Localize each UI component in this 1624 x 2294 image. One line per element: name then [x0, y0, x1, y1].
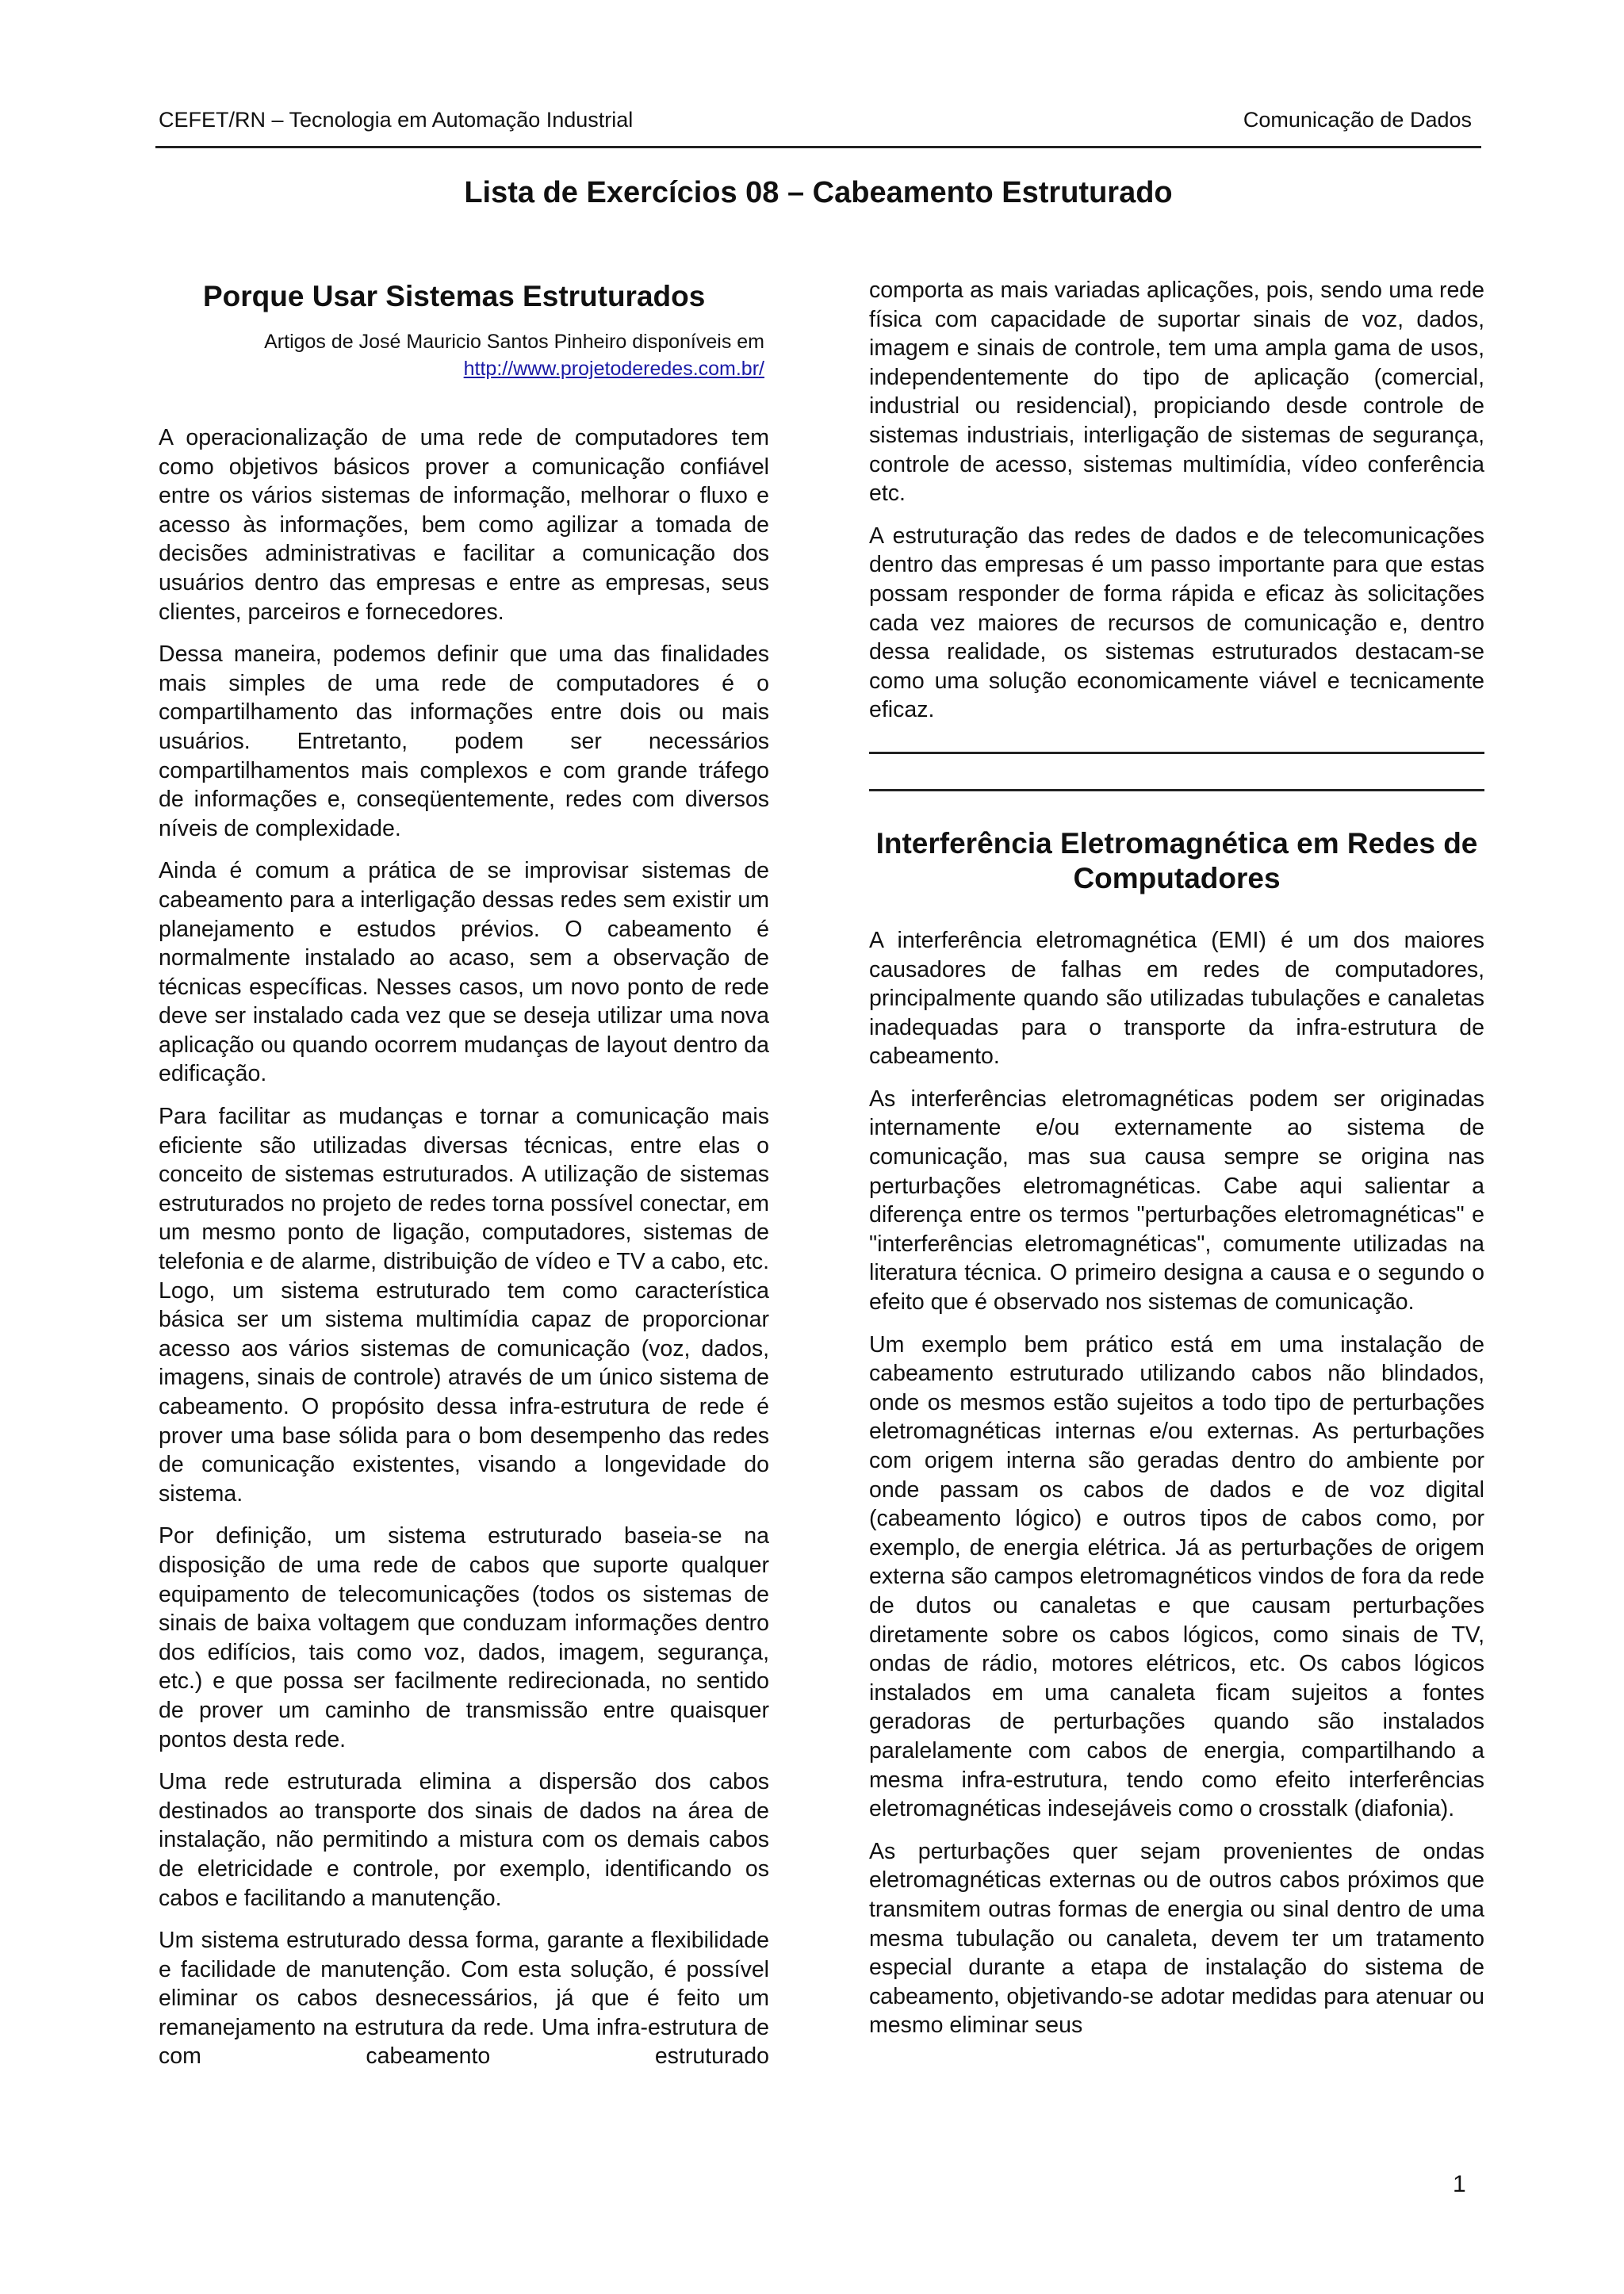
page-number: 1	[1453, 2171, 1466, 2197]
section1-title: Porque Usar Sistemas Estruturados	[203, 280, 706, 312]
source-link[interactable]: http://www.projetoderedes.com.br/	[463, 358, 764, 380]
section1-byline: Artigos de José Mauricio Santos Pinheiro disponíveis em	[264, 331, 764, 353]
section1-paragraph-7: Um sistema estruturado dessa forma, garante a flexibilidade e facilidade de manutenção. Com esta solução, é possível eliminar os cabos desnecessários, já que é feito um remanejamento na estrutura da rede. Uma infra-estrutura de com cabeamento estruturado	[159, 1928, 769, 2070]
left-column	[159, 276, 769, 2085]
section1-link-line	[159, 355, 764, 382]
section1-paragraph-6: Uma rede estruturada elimina a dispersão dos cabos destinados ao transporte dos sinais de dados na área de instalação, não permitindo a mistura com os demais cabos de eletricidade e controle, por exemplo, identificando os cabos e facilitando a manutenção.	[159, 1769, 769, 1911]
header-subject: Comunicação de Dados	[1243, 108, 1472, 132]
section1-paragraph-5: Por definição, um sistema estruturado baseia-se na disposição de uma rede de cabos que suporte qualquer equipamento de telecomunicações (todos os sistemas de sinais de baixa voltagem que conduzam informações dentro dos edifícios, tais como voz, dados, imagem, segurança, etc.) e que possa ser facilmente redirecionada, no sentido de prover um caminho de transmissão entre quaisquer pontos desta rede.	[159, 1523, 769, 1752]
section1-paragraph-2: Dessa maneira, podemos definir que uma das finalidades mais simples de uma rede de computadores é o compartilhamento das informações entre dois ou mais usuários. Entretanto, podem ser necessários compartilhamentos mais complexos e com grande tráfego de informações e, conseqüentemente, redes com diversos níveis de complexidade.	[159, 641, 769, 841]
right-column	[869, 276, 1484, 2054]
section2-paragraph-3: Um exemplo bem prático está em uma instalação de cabeamento estruturado utilizando cabos não blindados, onde os mesmos estão sujeitos a todo tipo de perturbações eletromagnéticas internas e/ou externas. As perturbações com origem interna são geradas dentro do ambiente por onde passam os cabos de dados e de voz digital (cabeamento lógico) e outros tipos de cabos como, por exemplo, de energia elétrica. Já as perturbações de origem externa são campos eletromagnéticos vindos de fora da rede de dutos ou canaletas e que causam perturbações diretamente sobre os cabos lógicos, como sinais de TV, ondas de rádio, motores elétricos, etc. Os cabos lógicos instalados em uma canaleta ficam sujeitos a fontes geradoras de perturbações quando são instalados paralelamente com cabos de energia, compartilhando a mesma infra-estrutura, tendo como efeito interferências eletromagnéticas indesejáveis como o crosstalk (diafonia).	[869, 1331, 1484, 1822]
section2-paragraph-4: As perturbações quer sejam provenientes de ondas eletromagnéticas externas ou de outros cabos próximos que transmitem outras formas de energia ou sinal dentro de uma mesma tubulação ou canaleta, devem ter um tratamento especial durante a etapa de instalação do sistema de cabeamento, objetivando-se adotar medidas para atenuar ou mesmo eliminar seus	[869, 1838, 1484, 2039]
document-title: Lista de Exercícios 08 – Cabeamento Estruturado	[464, 176, 1173, 209]
section-divider-1	[869, 752, 1484, 754]
page-header	[155, 108, 1481, 148]
section2-paragraph-2: As interferências eletromagnéticas podem ser originadas internamente e/ou externamente ao sistema de comunicação, mas sua causa sempre se origina nas perturbações eletromagnéticas. Cabe aqui salientar a diferença entre os termos "perturbações eletromagnéticas" e "interferências eletromagnéticas", comumente utilizadas na literatura técnica. O primeiro designa a causa e o segundo o efeito que é observado nos sistemas de comunicação.	[869, 1086, 1484, 1316]
section1-paragraph-4: Para facilitar as mudanças e tornar a comunicação mais eficiente são utilizadas diversas técnicas, entre elas o conceito de sistemas estruturados. A utilização de sistemas estruturados no projeto de redes torna possível conectar, em um mesmo ponto de ligação, computadores, sistemas de telefonia e de alarme, distribuição de vídeo e TV a cabo, etc. Logo, um sistema estruturado tem como característica básica ser um sistema multimídia capaz de proporcionar acesso aos vários sistemas de comunicação (voz, dados, imagens, sinais de controle) através de um único sistema de cabeamento. O propósito dessa infra-estrutura de rede é prover uma base sólida para o bom desempenho das redes de comunicação existentes, visando a longevidade do sistema.	[159, 1104, 769, 1507]
section1-paragraph-7-continued: comporta as mais variadas aplicações, pois, sendo uma rede física com capacidade de suportar sinais de voz, dados, imagem e sinais de controle, tem uma ampla gama de usos, independentemente do tipo de aplicação (comercial, industrial ou residencial), propiciando desde controle de sistemas industriais, interligação de sistemas de segurança, controle de acesso, sistemas multimídia, vídeo conferência etc.	[869, 278, 1484, 507]
section-divider-2	[869, 789, 1484, 791]
header-course: CEFET/RN – Tecnologia em Automação Industrial	[159, 108, 634, 132]
section1-paragraph-3: Ainda é comum a prática de se improvisar sistemas de cabeamento para a interligação dessas redes sem existir um planejamento e estudos prévios. O cabeamento é normalmente instalado ao acaso, sem a observação de técnicas específicas. Nesses casos, um novo ponto de rede deve ser instalado cada vez que se deseja utilizar uma nova aplicação ou quando ocorrem mudanças de layout dentro da edificação.	[159, 858, 769, 1087]
section2-paragraph-1: A interferência eletromagnética (EMI) é um dos maiores causadores de falhas em redes de computadores, principalmente quando são utilizadas tubulações e canaletas inadequadas para o transporte da infra-estrutura de cabeamento.	[869, 927, 1484, 1070]
section1-paragraph-8: A estruturação das redes de dados e de telecomunicações dentro das empresas é um passo importante para que estas possam responder de forma rápida e eficaz às solicitações cada vez maiores de recursos de comunicação e, dentro dessa realidade, os sistemas estruturados destacam-se como uma solução economicamente viável e tecnicamente eficaz.	[869, 523, 1484, 723]
section1-paragraph-1: A operacionalização de uma rede de computadores tem como objetivos básicos prover a comunicação confiável entre os vários sistemas de informação, melhorar o fluxo e acesso às informações, bem como agilizar a tomada de decisões administrativas e facilitar a comunicação dos usuários dentro das empresas e entre as empresas, seus clientes, parceiros e fornecedores.	[159, 425, 769, 625]
section2-title: Interferência Eletromagnética em Redes de Computadores	[875, 826, 1478, 894]
